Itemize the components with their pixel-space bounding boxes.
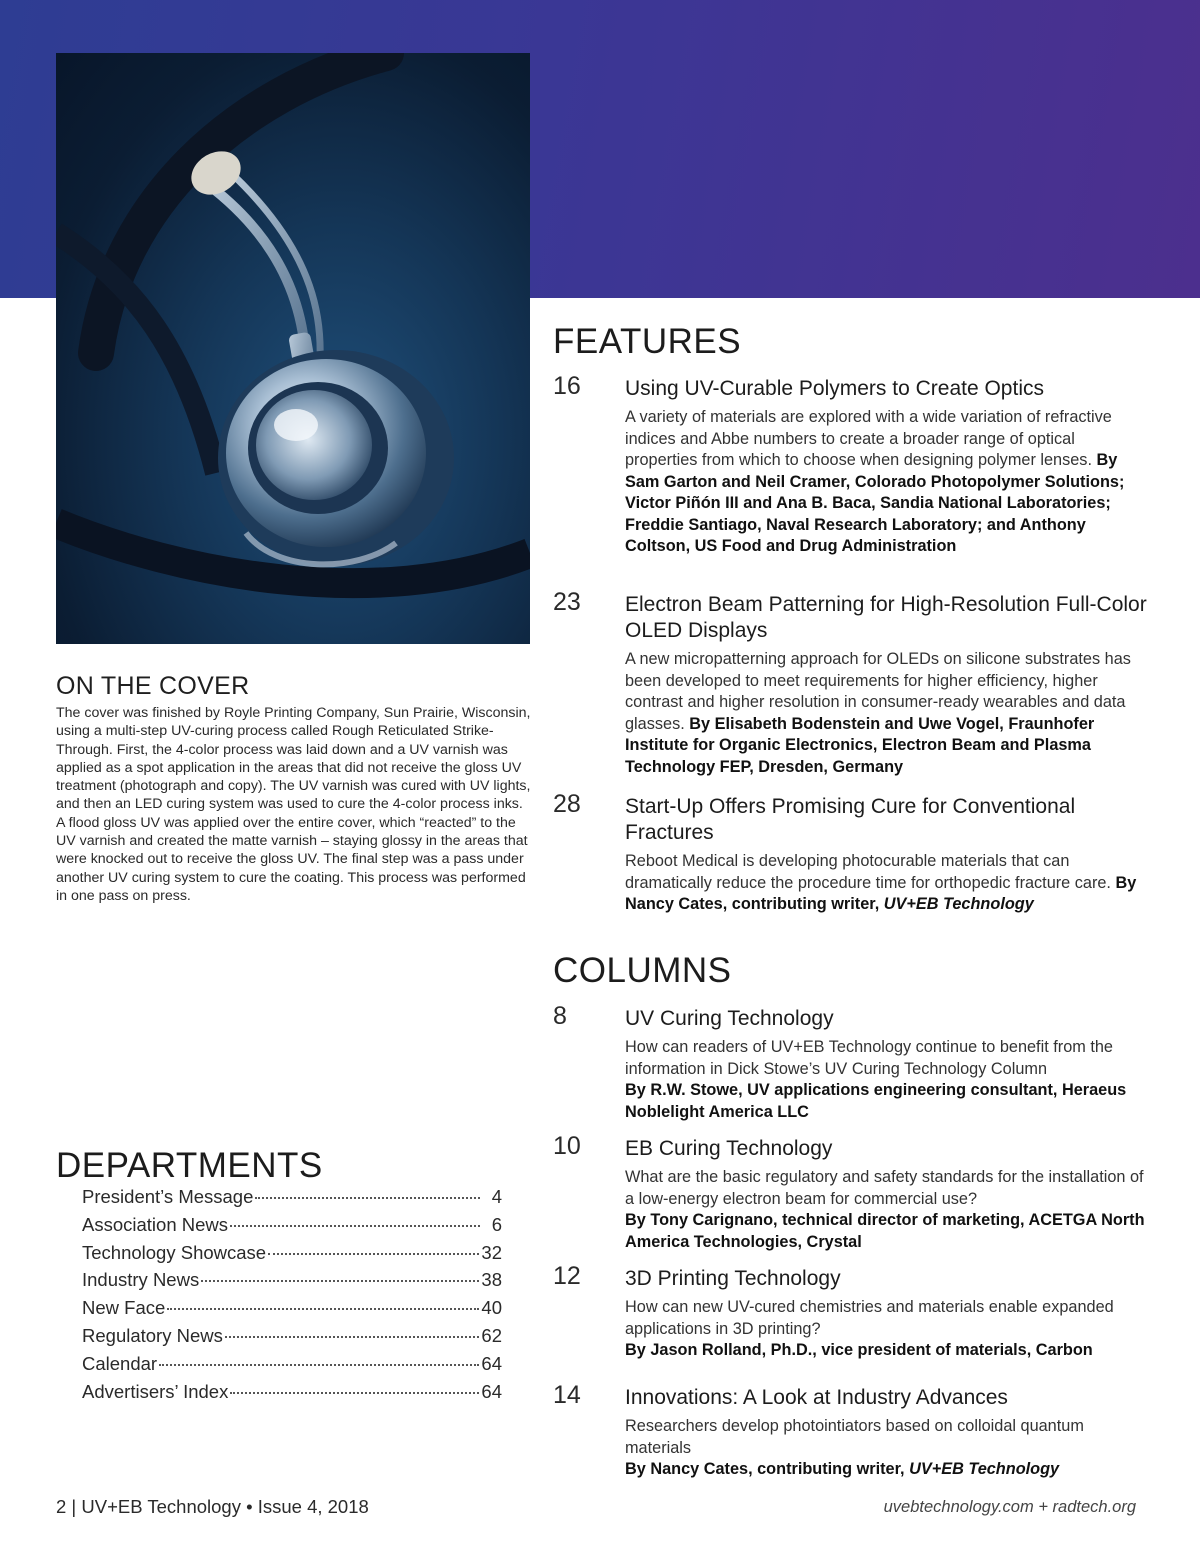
feature-publication: UV+EB Technology <box>883 895 1034 913</box>
departments-list <box>82 1186 502 1408</box>
column-description: How can readers of UV+EB Technology continue to benefit from the information in Dick Stowe’s UV Curing Technology Column <box>625 1038 1113 1078</box>
column-title: EB Curing Technology <box>625 1137 833 1160</box>
column-byline: By R.W. Stowe, UV applications engineering consultant, Heraeus Noblelight America LLC <box>625 1081 1127 1121</box>
column-title: 3D Printing Technology <box>625 1267 841 1290</box>
columns-heading: COLUMNS <box>553 951 732 990</box>
cover-description <box>56 672 532 905</box>
feature-description: A variety of materials are explored with a wide variation of refractive indices and Abbe numbers to create a broader range of optical properties from which to choose when designing polymer lenses. By Sam Garton and Neil Cramer, Colorado Photopolymer Solutions; Victor Piñón III and Ana B. Baca, Sandia National Laboratories; Freddie Santiago, Naval Research Laboratory; and Anthony Coltson, US Food and Drug Administration <box>625 408 1125 555</box>
page-footer-left: 2 | UV+EB Technology • Issue 4, 2018 <box>56 1496 369 1517</box>
department-item[interactable]: Association News 6 <box>82 1213 502 1235</box>
column-page-number: 14 <box>553 1381 581 1409</box>
department-item[interactable]: New Face 40 <box>82 1297 502 1319</box>
department-item[interactable]: Advertisers’ Index 64 <box>82 1380 502 1402</box>
stethoscope-photo <box>56 53 530 644</box>
cover-heading: ON THE COVER <box>56 672 250 700</box>
page-footer-right: uvebtechnology.com + radtech.org <box>883 1498 1136 1516</box>
feature-title: Electron Beam Patterning for High-Resolution Full-Color OLED Displays <box>625 593 1147 642</box>
feature-byline: By Sam Garton and Neil Cramer, Colorado Photopolymer Solutions; Victor Piñón III and Ana B. Baca, Sandia National Laboratories; Freddie Santiago, Naval Research Laboratory; and Anthony Coltson, US Food and Drug Administration <box>625 451 1125 555</box>
column-publication: UV+EB Technology <box>909 1460 1060 1478</box>
column-byline: By Nancy Cates, contributing writer, UV+EB Technology <box>625 1460 1060 1478</box>
feature-page-number: 23 <box>553 588 581 616</box>
feature-byline: By Nancy Cates, contributing writer, <box>625 873 1137 913</box>
column-page-number: 10 <box>553 1132 581 1160</box>
column-byline: By Tony Carignano, technical director of marketing, ACETGA North America Technologies, Crystal <box>625 1211 1145 1251</box>
column-description: Researchers develop photointiators based on colloidal quantum materials <box>625 1417 1084 1457</box>
column-title: UV Curing Technology <box>625 1007 834 1030</box>
features-heading: FEATURES <box>553 322 742 361</box>
department-item[interactable]: Regulatory News 62 <box>82 1324 502 1346</box>
column-byline: By Jason Rolland, Ph.D., vice president of materials, Carbon <box>625 1341 1093 1359</box>
feature-page-number: 16 <box>553 372 581 400</box>
department-item[interactable]: Industry News 38 <box>82 1269 502 1291</box>
feature-page-number: 28 <box>553 790 581 818</box>
department-item[interactable]: Technology Showcase 32 <box>82 1241 502 1263</box>
column-title: Innovations: A Look at Industry Advances <box>625 1386 1008 1409</box>
column-description: How can new UV-cured chemistries and materials enable expanded applications in 3D printing? <box>625 1298 1114 1338</box>
feature-description: Reboot Medical is developing photocurable materials that can dramatically reduce the procedure time for orthopedic fracture care. By Nancy Cates, contributing writer, UV+EB Technology <box>625 852 1137 913</box>
department-item[interactable]: Calendar 64 <box>82 1352 502 1374</box>
feature-description: A new micropatterning approach for OLEDs on silicone substrates has been developed to meet requirements for higher efficiency, higher contrast and higher resolution in consumer-ready wearables and data glasses. By Elisabeth Bodenstein and Uwe Vogel, Fraunhofer Institute for Organic Electronics, Electron Beam and Plasma Technology FEP, Dresden, Germany <box>625 650 1131 776</box>
feature-byline: By Elisabeth Bodenstein and Uwe Vogel, Fraunhofer Institute for Organic Electronics, Electron Beam and Plasma Technology FEP, Dresden, Germany <box>625 714 1095 776</box>
cover-text: The cover was finished by Royle Printing Company, Sun Prairie, Wisconsin, using a multi-step UV-curing process called Rough Reticulated Strike-Through. First, the 4-color process was laid down and a UV varnish was applied as a spot application in the areas that did not receive the gloss UV treatment (photograph and copy). The UV varnish was cured with UV lights, and then an LED curing system was used to cure the 4-color process inks. A flood gloss UV was applied over the entire cover, which “reacted” to the UV varnish and created the matte varnish – staying glossy in the areas that were knocked out to receive the gloss UV. The final step was a pass under another UV curing system to cure the coating. This process was performed in one pass on press. <box>56 705 531 904</box>
column-page-number: 8 <box>553 1002 567 1030</box>
column-page-number: 12 <box>553 1262 581 1290</box>
departments-heading: DEPARTMENTS <box>56 1146 323 1185</box>
column-description: What are the basic regulatory and safety standards for the installation of a low-energy electron beam for commercial use? <box>625 1168 1144 1208</box>
department-item[interactable]: President’s Message 4 <box>82 1186 502 1207</box>
feature-title: Using UV-Curable Polymers to Create Optics <box>625 377 1044 400</box>
feature-title: Start-Up Offers Promising Cure for Conventional Fractures <box>625 795 1076 844</box>
